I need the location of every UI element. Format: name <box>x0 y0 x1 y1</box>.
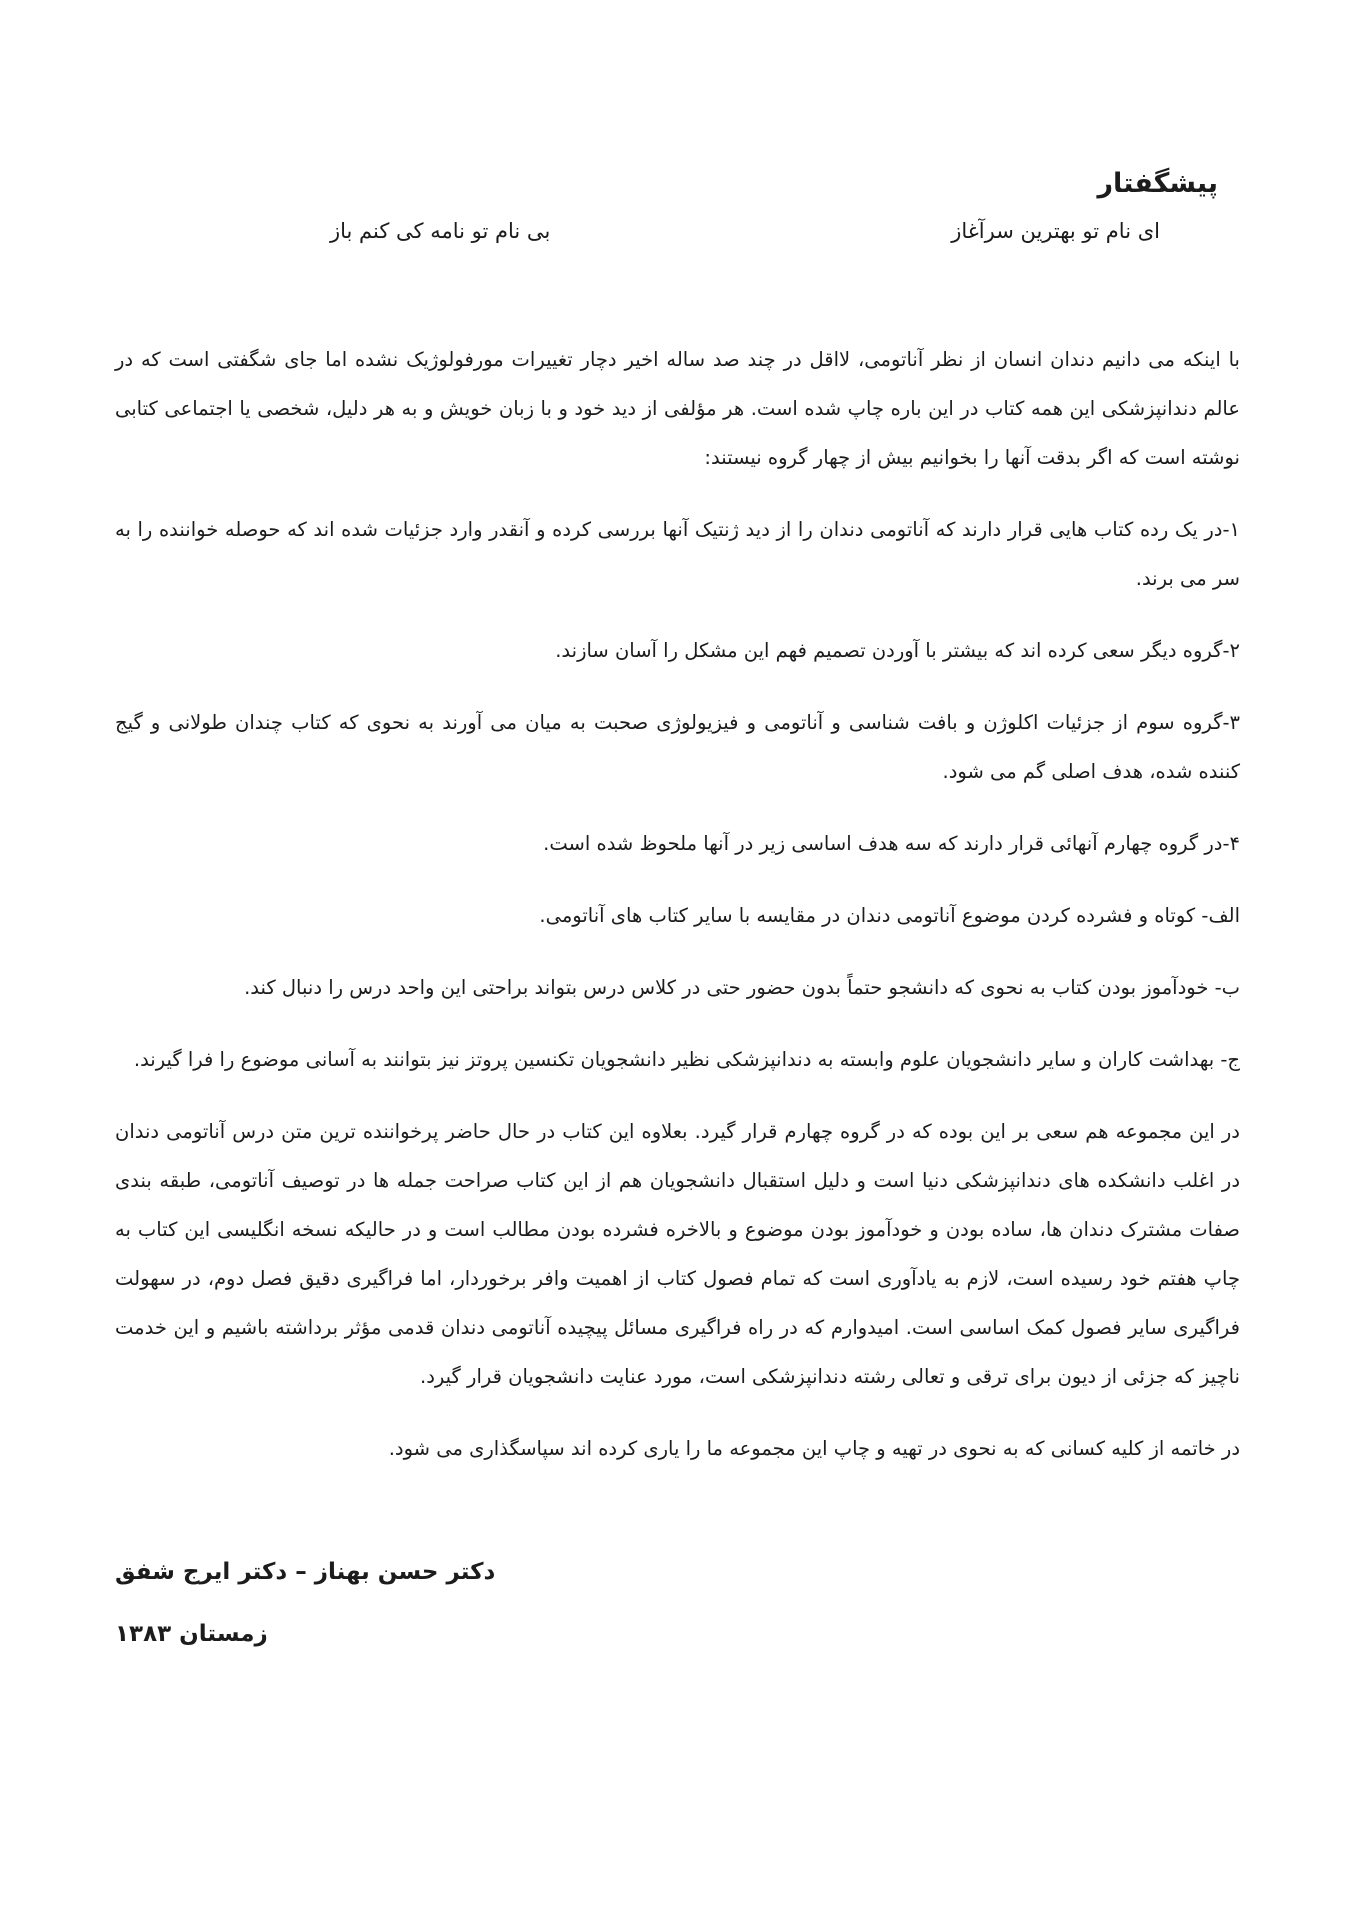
body-text <box>115 335 1240 1473</box>
list-item-1: ۱-در یک رده کتاب هایی قرار دارند که آناتومی دندان را از دید ژنتیک آنها بررسی کرده و آنقدر وارد جزئیات شده اند که حوصله خواننده را به سر می برند. <box>115 518 1240 590</box>
sub-item-alef: الف- کوتاه و فشرده کردن موضوع آناتومی دندان در مقایسه با سایر کتاب های آناتومی. <box>539 904 1240 927</box>
verse-first-hemistich: ای نام تو بهترین سرآغاز <box>951 219 1160 243</box>
list-item-3: ۳-گروه سوم از جزئیات اکلوژن و بافت شناسی و آناتومی و فیزیولوژی صحبت به میان می آورند به نحوی که کتاب چندان طولانی و گیج کننده شده، هدف اصلی گم می شود. <box>115 711 1240 783</box>
signature-date: زمستان ۱۳۸۳ <box>115 1621 268 1647</box>
signature-authors: دکتر حسن بهناز – دکتر ایرج شفق <box>115 1559 496 1585</box>
opening-verse <box>115 219 1240 243</box>
paragraph-intro: با اینکه می دانیم دندان انسان از نظر آناتومی، لااقل در چند صد ساله اخیر دچار تغییرات مورفولوژیک نشده اما جای شگفتی است که در عالم دندانپزشکی این همه کتاب در این باره چاپ شده است. هر مؤلفی از دید خود و با زبان خویش و به هر دلیل، شخصی یا اجتماعی کتابی نوشته است که اگر بدقت آنها را بخوانیم بیش از چهار گروه نیستند: <box>115 348 1240 469</box>
paragraph-closing: در خاتمه از کلیه کسانی که به نحوی در تهیه و چاپ این مجموعه ما را یاری کرده اند سپاسگذاری می شود. <box>388 1437 1240 1460</box>
paragraph-main: در این مجموعه هم سعی بر این بوده که در گروه چهارم قرار گیرد. بعلاوه این کتاب در حال حاضر پرخواننده ترین متن درس آناتومی دندان در اغلب دانشکده های دندانپزشکی دنیا است و دلیل استقبال دانشجویان هم از این کتاب صراحت جمله ها در توصیف آناتومی، طبقه بندی صفات مشترک دندان ها، ساده بودن و خودآموز بودن موضوع و بالاخره فشرده بودن مطالب است و در حالیکه نسخه انگلیسی این کتاب به چاپ هفتم خود رسیده است، لازم به یادآوری است که تمام فصول کتاب از اهمیت وافر برخوردار، اما فراگیری دقیق فصل دوم، در سهولت فراگیری سایر فصول کمک اساسی است. امیدوارم که در راه فراگیری مسائل پیچیده آناتومی دندان قدمی مؤثر برداشته باشیم و این خدمت ناچیز که جزئی از دیون برای ترقی و تعالی رشته دندانپزشکی است، مورد عنایت دانشجویان قرار گیرد. <box>115 1120 1240 1388</box>
sub-item-be: ب- خودآموز بودن کتاب به نحوی که دانشجو حتماً بدون حضور حتی در کلاس درس بتواند براحتی این واحد درس را دنبال کند. <box>244 976 1240 999</box>
verse-second-hemistich: بی نام تو نامه کی کنم باز <box>330 219 551 243</box>
page-title: پیشگفتار <box>1097 168 1218 199</box>
list-item-4: ۴-در گروه چهارم آنهائی قرار دارند که سه هدف اساسی زیر در آنها ملحوظ شده است. <box>543 832 1240 855</box>
signature-block <box>115 1559 1240 1647</box>
sub-item-jim: ج- بهداشت کاران و سایر دانشجویان علوم وابسته به دندانپزشکی نظیر دانشجویان تکنسین پروتز نیز بتوانند به آسانی موضوع را فرا گیرند. <box>133 1048 1240 1071</box>
list-item-2: ۲-گروه دیگر سعی کرده اند که بیشتر با آوردن تصمیم فهم این مشکل را آسان سازند. <box>555 639 1240 662</box>
